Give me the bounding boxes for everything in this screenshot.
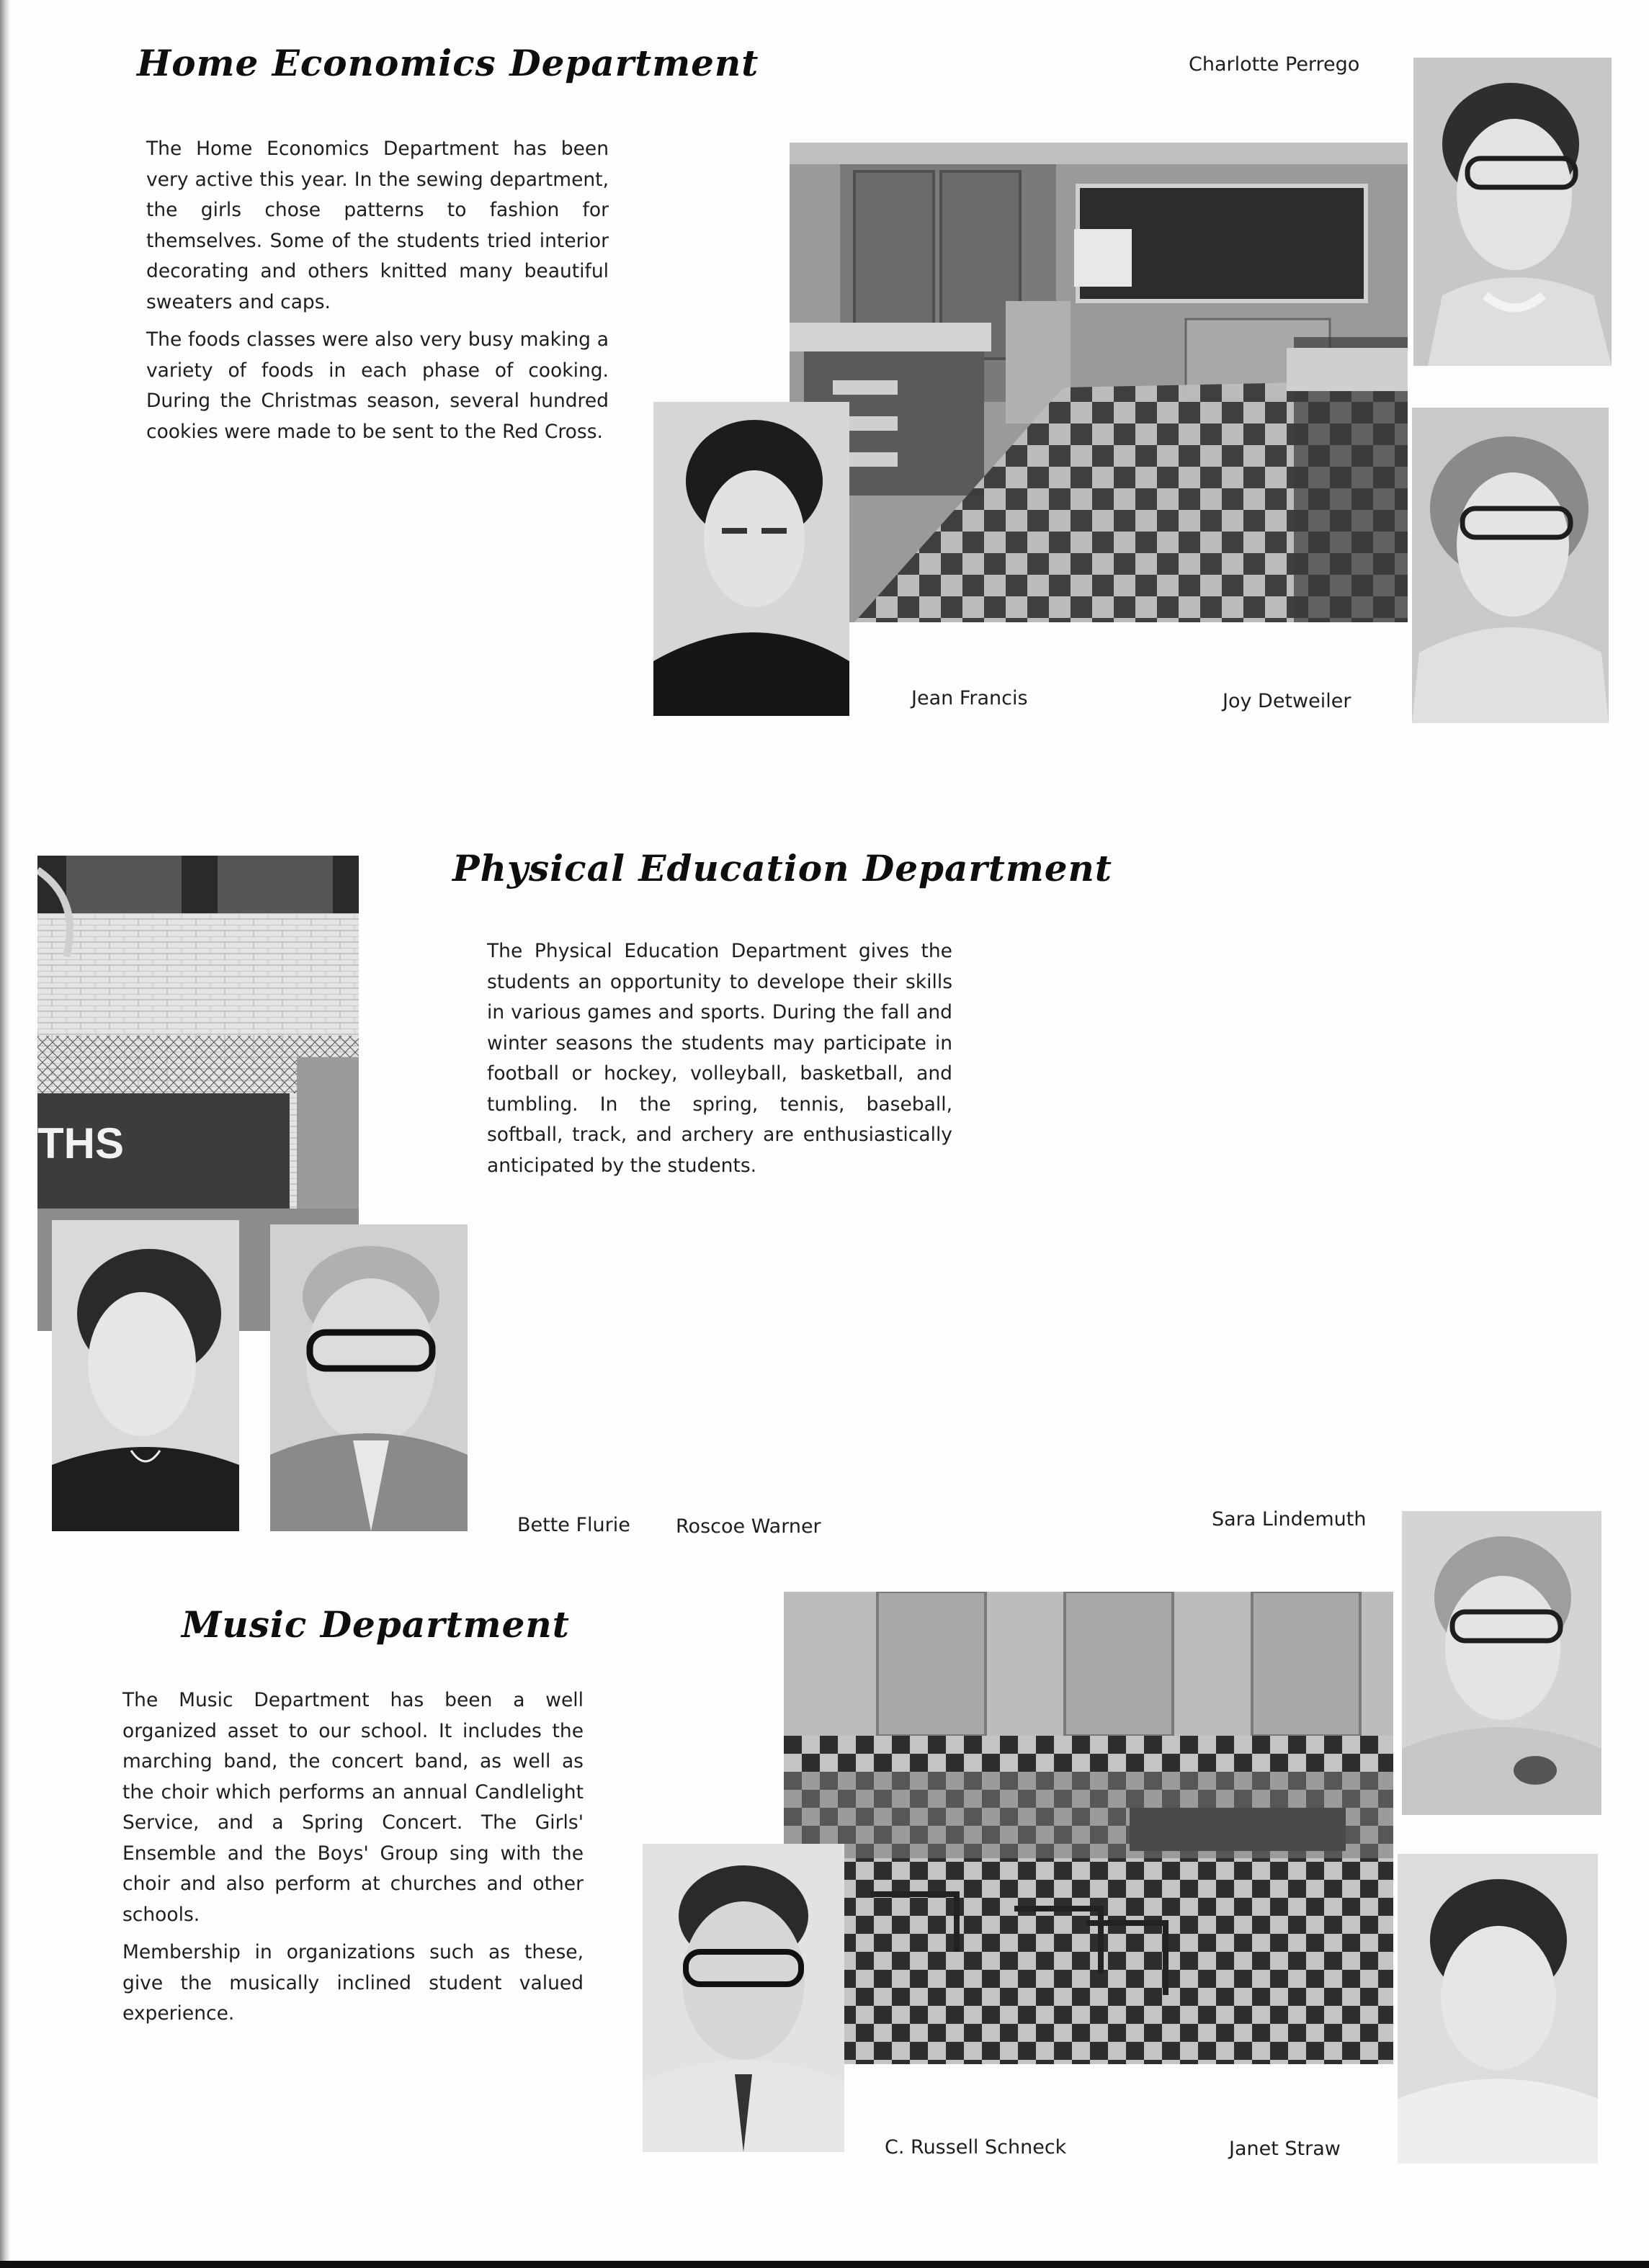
caption-charlotte-perrego: Charlotte Perrego: [1189, 53, 1360, 76]
sara-lindemuth-portrait: [1402, 1511, 1601, 1815]
caption-c-russell-schneck: C. Russell Schneck: [885, 2136, 1067, 2159]
physical-education-text: [487, 936, 952, 1188]
c-russell-schneck-portrait: [643, 1844, 844, 2152]
music-paragraph-2: Membership in organizations such as these, give the musically inclined student valued experience.: [122, 1941, 584, 2025]
charlotte-perrego-portrait: [1413, 58, 1612, 366]
home-economics-paragraph-2: The foods classes were also very busy making a variety of foods in each phase of cooking. During the Christmas season, several hundred cookies were made to be sent to the Red Cross.: [146, 328, 609, 443]
gym-sign-text: THS: [37, 1119, 124, 1167]
music-paragraph-1: The Music Department has been a well organized asset to our school. It includes the marching band, the concert band, as well as the choir which performs an annual Candlelight Service, and a Spring Concert. The Girls' Ensemble and the Boys' Group sing with the choir and also perform at churches and other schools.: [122, 1689, 584, 1926]
music-room-photo: [784, 1592, 1393, 2064]
caption-joy-detweiler: Joy Detweiler: [1223, 690, 1351, 712]
home-economics-title: Home Economics Department: [137, 42, 759, 84]
caption-janet-straw: Janet Straw: [1229, 2138, 1341, 2160]
roscoe-warner-portrait: [270, 1224, 468, 1531]
jean-francis-portrait: [653, 402, 849, 716]
home-economics-text: [146, 134, 609, 454]
page-binding-edge: [0, 0, 10, 2268]
music-title: Music Department: [182, 1603, 570, 1646]
bette-flurie-portrait: [52, 1220, 239, 1531]
music-text: [122, 1685, 584, 2037]
janet-straw-portrait: [1398, 1854, 1598, 2164]
caption-sara-lindemuth: Sara Lindemuth: [1212, 1508, 1367, 1530]
caption-roscoe-warner: Roscoe Warner: [676, 1515, 821, 1538]
joy-detweiler-portrait: [1412, 408, 1609, 723]
physical-education-title: Physical Education Department: [452, 847, 1112, 889]
caption-bette-flurie: Bette Flurie: [517, 1514, 630, 1536]
page-bottom-edge: [0, 2261, 1649, 2268]
home-economics-paragraph-1: The Home Economics Department has been very active this year. In the sewing department, the girls chose patterns to fashion for themselves. Some of the students tried interior decorating and others knitted many beautiful sweaters and caps.: [146, 138, 609, 313]
physical-education-paragraph: The Physical Education Department gives the students an opportunity to develope their skills in various games and sports. During the fall and winter seasons the students may participate in football or hockey, volleyball, basketball, and tumbling. In the spring, tennis, baseball, softball, track, and archery are enthusiastically anticipated by the students.: [487, 940, 952, 1177]
caption-jean-francis: Jean Francis: [911, 687, 1028, 709]
home-economics-classroom-photo: [790, 143, 1408, 622]
